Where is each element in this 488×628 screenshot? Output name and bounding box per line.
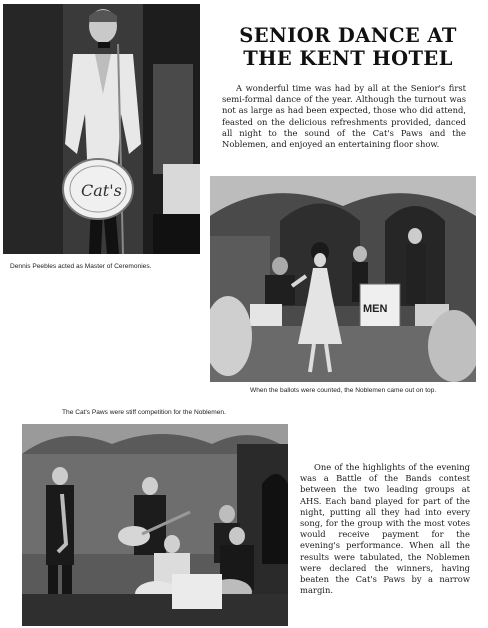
drum-logo-text: Cat's xyxy=(81,181,122,200)
caption-master-of-ceremonies: Dennis Peebles acted as Master of Ceremonies. xyxy=(10,263,152,270)
photo-band-image xyxy=(22,424,288,626)
article-paragraph-1: A wonderful time was had by all at the Senior's first semi-formal dance of the year. Although the turnout was not as large as had been expected, those who did attend, feasted on the delicious refreshments provided, danced all night to the sound of the Cat's Paws and the Noblemen, and enjoyed an entertaining floor show. xyxy=(222,83,466,150)
photo-band xyxy=(22,424,288,626)
caption-dancer: When the ballots were counted, the Noblemen came out on top. xyxy=(250,387,437,394)
photo-master-of-ceremonies xyxy=(3,4,200,254)
photo-dancer-image xyxy=(210,176,476,382)
photo-dancer xyxy=(210,176,476,382)
article-paragraph-2: One of the highlights of the evening was a Battle of the Bands contest between the two leading groups at AHS. Each band played for part of the night, putting all they had into every song, for the group with the most votes would receive payment for the evening's performance. When all the results were tabulated, the Noblemen were declared the winners, having beaten the Cat's Paws by a narrow margin. xyxy=(300,462,470,596)
photo-mc-image xyxy=(3,4,200,254)
caption-cats-paws: The Cat's Paws were stiff competition for the Noblemen. xyxy=(62,409,226,416)
amp-logo-text: MEN xyxy=(363,303,388,315)
page-title: SENIOR DANCE AT THE KENT HOTEL xyxy=(239,24,457,70)
